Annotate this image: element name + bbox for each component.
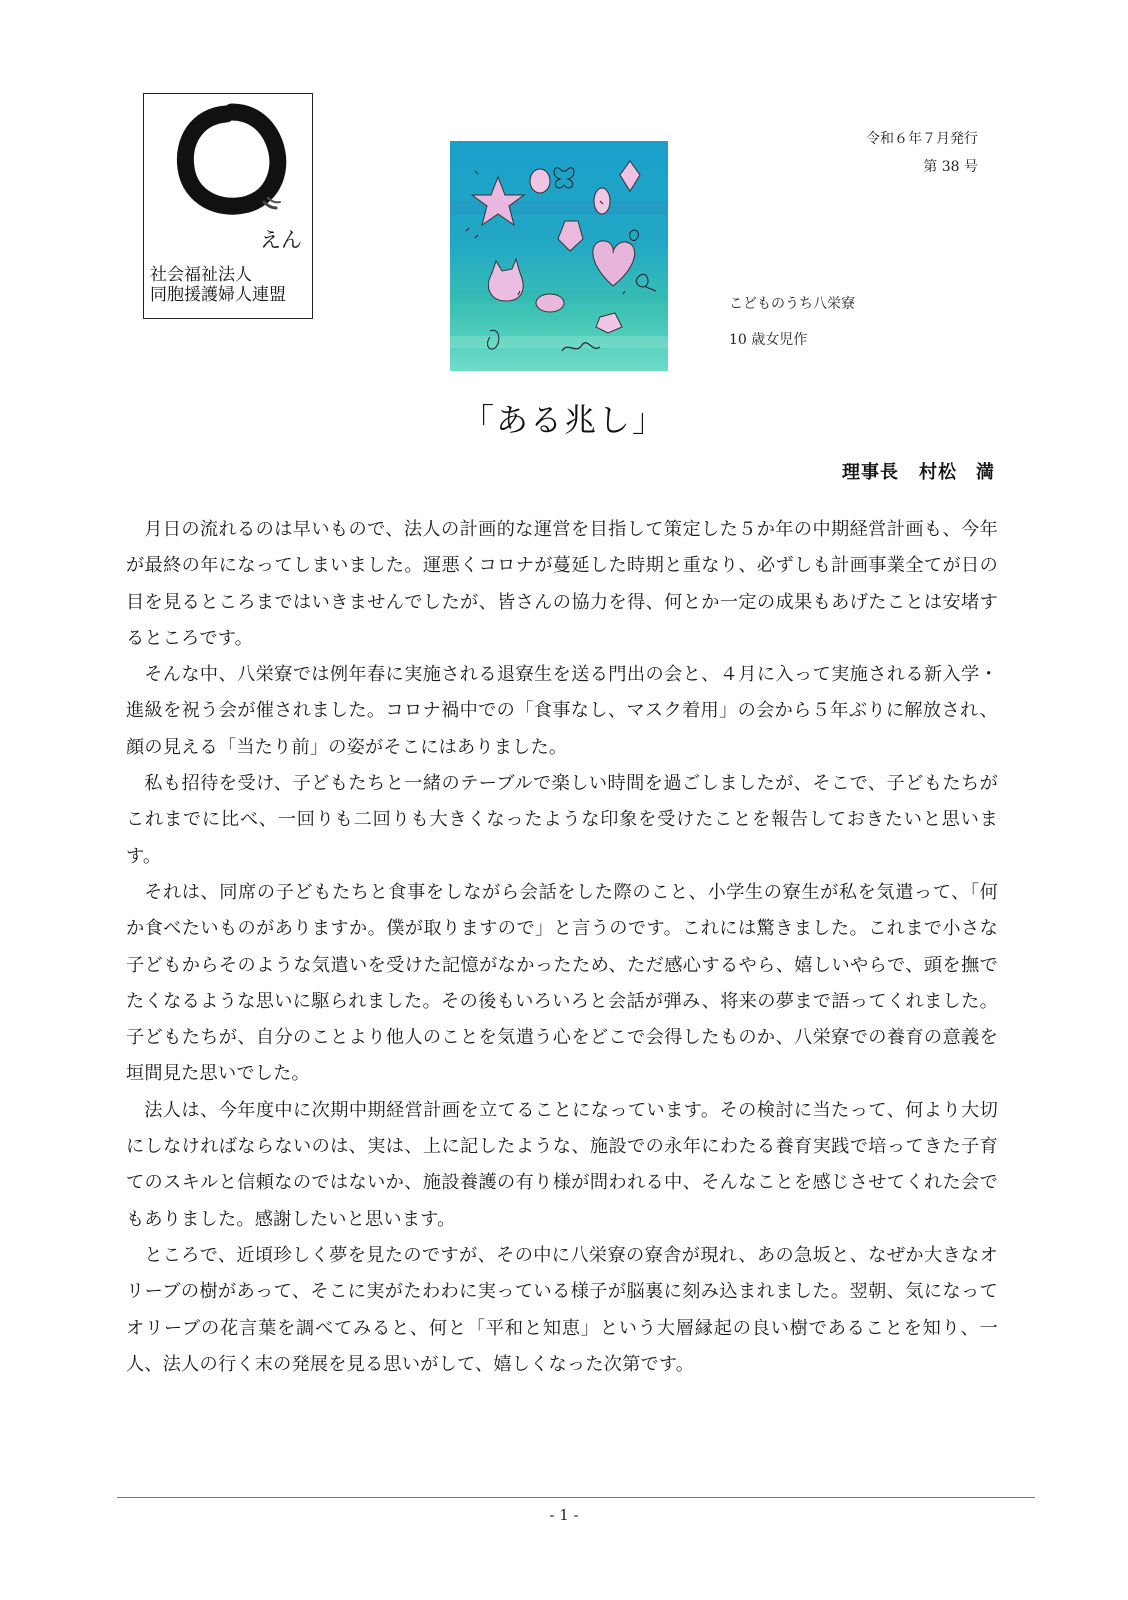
child-drawing-artwork <box>450 141 668 375</box>
issue-meta <box>866 125 978 181</box>
article-paragraph: それは、同席の子どもたちと食事をしながら会話をした際のこと、小学生の寮生が私を気遣って、「何か食べたいものがありますか。僕が取りますので」と言うのです。これには驚きました。これまで小さな子どもからそのような気遣いを受けた記憶がなかったため、ただ感心するやら、嬉しいやらで、頭を撫でたくなるような思いに駆られました。その後もいろいろと会話が弾み、将来の夢まで語ってくれました。子どもたちが、自分のことより他人のことを気遣う心をどこで会得したものか、八栄寮での養育の意義を垣間見た思いでした。 <box>126 881 998 1085</box>
footer-divider <box>117 1497 1035 1498</box>
author-role: 理事長 <box>842 462 899 483</box>
artwork-caption-artist: 10 歳女児作 <box>729 332 808 348</box>
article-paragraph: ところで、近頃珍しく夢を見たのですが、その中に八栄寮の寮舎が現れ、あの急坂と、なぜか大きなオリーブの樹があって、そこに実がたわわに実っている様子が脳裏に刻み込まれました。翌朝、気になってオリーブの花言葉を調べてみると、何と「平和と知恵」という大層縁起の良い樹であることを知り、一人、法人の行く末の発展を見る思いがして、嬉しくなった次第です。 <box>126 1244 998 1375</box>
organization-logo <box>143 93 313 319</box>
article-paragraph: 法人は、今年度中に次期中期経営計画を立てることになっています。その検討に当たって、何より大切にしなければならないのは、実は、上に記したような、施設での永年にわたる養育実践で培ってきた子育てのスキルと信頼なのではないか、施設養護の有り様が問われる中、そんなことを感じさせてくれた会でもありました。感謝したいと思います。 <box>126 1099 998 1230</box>
organization-title: 同胞援護婦人連盟 <box>150 285 286 305</box>
artwork-caption <box>729 286 855 358</box>
logo-brand-kana: えん <box>260 228 302 252</box>
article-title: 「ある兆し」 <box>461 401 666 439</box>
enso-circle-icon <box>168 98 293 223</box>
article-body <box>126 512 998 1383</box>
article-paragraph: 私も招待を受け、子どもたちと一緒のテーブルで楽しい時間を過ごしましたが、そこで、子どもたちがこれまでに比べ、一回りも二回りも大きくなったような印象を受けたことを報告しておきたいと思います。 <box>126 773 998 867</box>
article-paragraph: 月日の流れるのは早いもので、法人の計画的な運営を目指して策定した５か年の中期経営計画も、今年が最終の年になってしまいました。運悪くコロナが蔓延した時期と重なり、必ずしも計画事業全てが日の目を見るところまではいきませんでしたが、皆さんの協力を得、何とか一定の成果もあげたことは安堵するところです。 <box>126 519 998 649</box>
article-paragraph: そんな中、八栄寮では例年春に実施される退寮生を送る門出の会と、４月に入って実施される新入学・進級を祝う会が催されました。コロナ禍中での「食事なし、マスク着用」の会から５年ぶりに解放され、顔の見える「当たり前」の姿がそこにはありました。 <box>126 664 998 758</box>
artwork-caption-source: こどものうち八栄寮 <box>729 296 855 312</box>
organization-name <box>150 265 286 305</box>
author-name: 村松 満 <box>919 462 995 483</box>
organization-type: 社会福祉法人 <box>150 265 252 285</box>
issue-date: 令和６年７月発行 <box>866 131 978 147</box>
page-number: - 1 - <box>549 1506 579 1524</box>
article-author <box>842 458 995 484</box>
issue-number: 第 38 号 <box>923 159 978 175</box>
